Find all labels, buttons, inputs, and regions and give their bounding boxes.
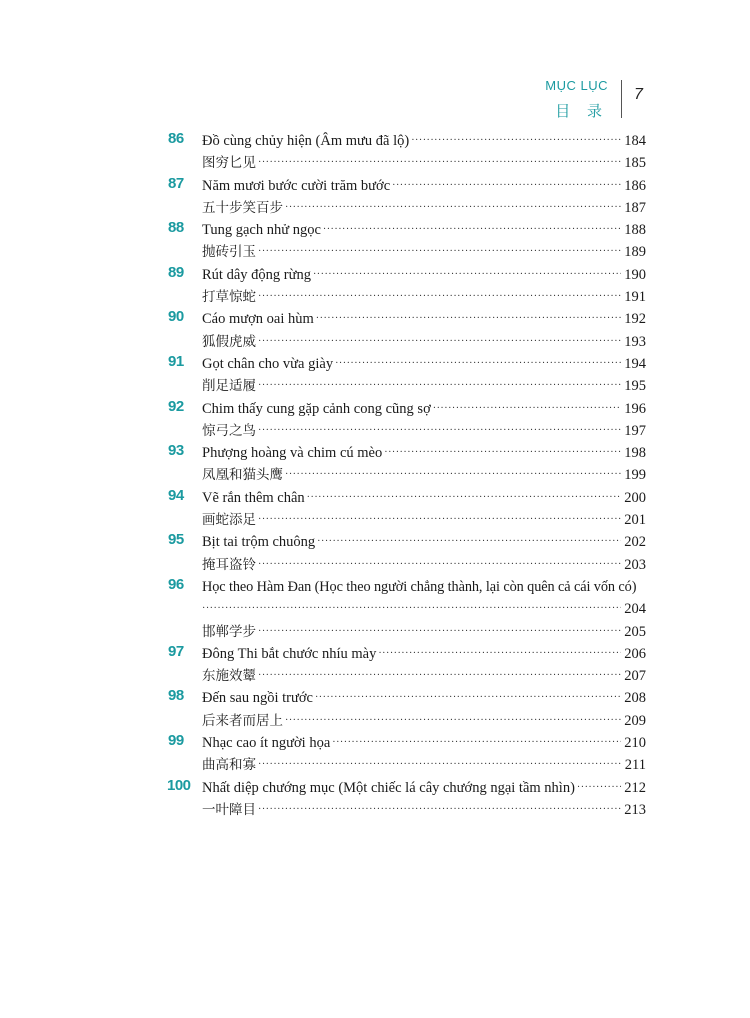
leader-dots [258, 665, 621, 687]
entry-title-vn: Năm mươi bước cười trăm bước [202, 177, 391, 194]
entry-title-vn: Tung gạch nhử ngọc [202, 222, 321, 239]
entry-page-vn: 204 [624, 601, 646, 618]
entry-page-vn: 208 [624, 690, 646, 707]
entry-line-cn [202, 509, 646, 531]
entry-line-cn [202, 554, 646, 576]
entry-title-cn: 凤凰和猫头鹰 [202, 467, 283, 484]
header-title-cn: 目 录 [555, 102, 608, 120]
leader-dots [315, 687, 621, 709]
leader-dots [285, 197, 621, 219]
toc-entry [168, 353, 646, 398]
entry-line-vn [202, 353, 646, 375]
entry-line-vn [202, 643, 646, 665]
entry-title-cn: 一叶障目 [202, 801, 256, 818]
entry-line-cn [202, 331, 646, 353]
entry-page-vn: 200 [624, 489, 646, 506]
entry-line-vn [202, 687, 646, 709]
entry-number: 91 [168, 352, 184, 370]
entry-page-vn: 186 [624, 177, 646, 194]
entry-line-vn [202, 732, 646, 754]
entry-number: 93 [168, 442, 184, 460]
entry-title-vn: Rút dây động rừng [202, 266, 311, 283]
entry-title-vn-line [202, 576, 646, 598]
entry-title-cn: 削足适履 [202, 378, 256, 395]
entry-title-cn: 曲高和寡 [202, 757, 256, 774]
entry-page-cn: 213 [624, 801, 646, 818]
toc-entry [168, 130, 646, 175]
header-divider [621, 80, 622, 118]
leader-dots [307, 487, 622, 509]
entry-title-vn: Bịt tai trộm chuông [202, 534, 316, 551]
leader-dots [258, 621, 621, 643]
toc-entry [168, 308, 646, 353]
entry-line-cn [202, 241, 646, 263]
entry-title-cn: 狐假虎威 [202, 333, 256, 350]
entry-title-cn: 邯郸学步 [202, 623, 256, 640]
entry-page-vn: 212 [624, 779, 646, 796]
page-number: 7 [634, 86, 643, 103]
entry-number: 89 [168, 263, 184, 281]
entry-continuation-line [202, 598, 646, 620]
entry-number: 97 [168, 642, 184, 660]
leader-dots [392, 175, 621, 197]
entry-line-cn [202, 799, 646, 821]
entry-page-cn: 195 [624, 378, 646, 395]
entry-number: 94 [168, 486, 184, 504]
entry-line-vn [202, 398, 646, 420]
entry-line-cn [202, 375, 646, 397]
leader-dots [285, 464, 621, 486]
entry-number: 86 [168, 130, 184, 147]
entry-title-vn: Đến sau ngồi trước [202, 690, 313, 707]
entry-page-cn: 193 [624, 333, 646, 350]
entry-title-vn: Nhạc cao ít người họa [202, 735, 331, 752]
toc-entry [168, 175, 646, 220]
leader-dots [317, 531, 621, 553]
entry-line-cn [202, 197, 646, 219]
entry-page-vn: 192 [624, 311, 646, 328]
entry-line-vn [202, 219, 646, 241]
entry-number: 90 [168, 308, 184, 326]
entry-title-cn: 打草惊蛇 [202, 289, 256, 306]
entry-page-cn: 187 [624, 199, 646, 216]
leader-dots [258, 509, 621, 531]
entry-page-vn: 190 [624, 266, 646, 283]
entry-line-cn [202, 710, 646, 732]
toc-entry [168, 687, 646, 732]
entry-page-vn: 196 [624, 400, 646, 417]
table-of-contents [168, 130, 646, 821]
entry-title-cn: 抛砖引玉 [202, 244, 256, 261]
leader-dots [313, 264, 621, 286]
entry-title-cn: 图穷匕见 [202, 155, 256, 172]
entry-line-cn [202, 665, 646, 687]
entry-title-cn: 东施效颦 [202, 668, 256, 685]
entry-page-vn: 202 [624, 534, 646, 551]
entry-page-vn: 194 [624, 355, 646, 372]
entry-line-vn [202, 308, 646, 330]
entry-title-vn: Học theo Hàm Đan (Học theo người chẳng thành, lại còn quên cả cái vốn có) [202, 578, 637, 595]
entry-title-cn: 掩耳盗铃 [202, 556, 256, 573]
leader-dots [384, 442, 621, 464]
leader-dots [258, 152, 621, 174]
entry-number: 95 [168, 531, 184, 549]
toc-entry [168, 732, 646, 777]
toc-entry [168, 398, 646, 443]
entry-title-cn: 惊弓之鸟 [202, 422, 256, 439]
entry-page-vn: 206 [624, 645, 646, 662]
leader-dots [258, 420, 621, 442]
entry-line-vn [202, 531, 646, 553]
entry-title-vn: Đồ cùng chủy hiện (Âm mưu đã lộ) [202, 133, 410, 149]
entry-line-cn [202, 754, 646, 776]
leader-dots [433, 398, 622, 420]
toc-entry [168, 531, 646, 576]
toc-entry [168, 264, 646, 309]
entry-page-vn: 210 [624, 735, 646, 752]
entry-number: 92 [168, 397, 184, 415]
leader-dots [285, 710, 621, 732]
entry-title-vn: Vẽ rắn thêm chân [202, 489, 305, 506]
entry-line-cn [202, 152, 646, 174]
entry-title-vn: Gọt chân cho vừa giày [202, 355, 334, 372]
running-header [540, 78, 700, 120]
entry-line-cn [202, 420, 646, 442]
entry-page-vn: 198 [624, 445, 646, 462]
leader-dots [335, 353, 621, 375]
entry-number: 99 [168, 732, 184, 750]
leader-dots [258, 754, 622, 776]
entry-title-vn: Chim thấy cung gặp cảnh cong cũng sợ [202, 400, 431, 417]
entry-number: 96 [168, 575, 184, 593]
entry-page-vn: 188 [624, 222, 646, 239]
header-title-vn: MỤC LỤC [545, 78, 608, 93]
entry-number: 87 [168, 174, 184, 192]
entry-page-vn: 184 [624, 133, 646, 149]
entry-title-vn: Đông Thi bắt chước nhíu mày [202, 645, 377, 662]
leader-dots [202, 598, 621, 620]
toc-entry [168, 576, 646, 643]
entry-line-vn [202, 442, 646, 464]
entry-page-cn: 211 [624, 757, 646, 774]
leader-dots [258, 554, 621, 576]
entry-number: 98 [168, 687, 184, 705]
leader-dots [323, 219, 621, 241]
entry-line-vn [202, 487, 646, 509]
entry-line-cn [202, 621, 646, 643]
entry-number: 100 [167, 776, 191, 794]
entry-line-vn [202, 777, 646, 799]
entry-page-cn: 197 [624, 422, 646, 439]
leader-dots [258, 286, 621, 308]
entry-page-cn: 189 [624, 244, 646, 261]
entry-number: 88 [168, 219, 184, 237]
entry-page-cn: 201 [624, 512, 646, 529]
toc-entry [168, 487, 646, 532]
entry-page-cn: 185 [624, 155, 646, 172]
entry-line-cn [202, 464, 646, 486]
entry-page-cn: 199 [624, 467, 646, 484]
entry-title-cn: 后来者而居上 [202, 712, 283, 729]
entry-line-vn [202, 264, 646, 286]
leader-dots [577, 777, 621, 799]
entry-title-cn: 画蛇添足 [202, 512, 256, 529]
leader-dots [258, 799, 621, 821]
entry-line-vn [202, 130, 646, 152]
entry-page-cn: 209 [624, 712, 646, 729]
leader-dots [258, 331, 621, 353]
toc-entry [168, 777, 646, 822]
leader-dots [258, 241, 621, 263]
entry-title-vn: Cáo mượn oai hùm [202, 311, 314, 328]
leader-dots [258, 375, 621, 397]
entry-title-vn: Phượng hoàng và chim cú mèo [202, 445, 383, 462]
entry-line-vn [202, 175, 646, 197]
entry-title-vn: Nhất diệp chướng mục (Một chiếc lá cây chướng ngại tầm nhìn) [202, 779, 575, 796]
entry-page-cn: 205 [624, 623, 646, 640]
toc-entry [168, 442, 646, 487]
entry-page-cn: 203 [624, 556, 646, 573]
leader-dots [316, 308, 621, 330]
entry-title-cn: 五十步笑百步 [202, 199, 283, 216]
leader-dots [378, 643, 621, 665]
entry-line-cn [202, 286, 646, 308]
toc-entry [168, 219, 646, 264]
entry-page-cn: 191 [624, 289, 646, 306]
entry-page-cn: 207 [624, 668, 646, 685]
toc-entry [168, 643, 646, 688]
leader-dots [411, 130, 621, 152]
leader-dots [332, 732, 621, 754]
